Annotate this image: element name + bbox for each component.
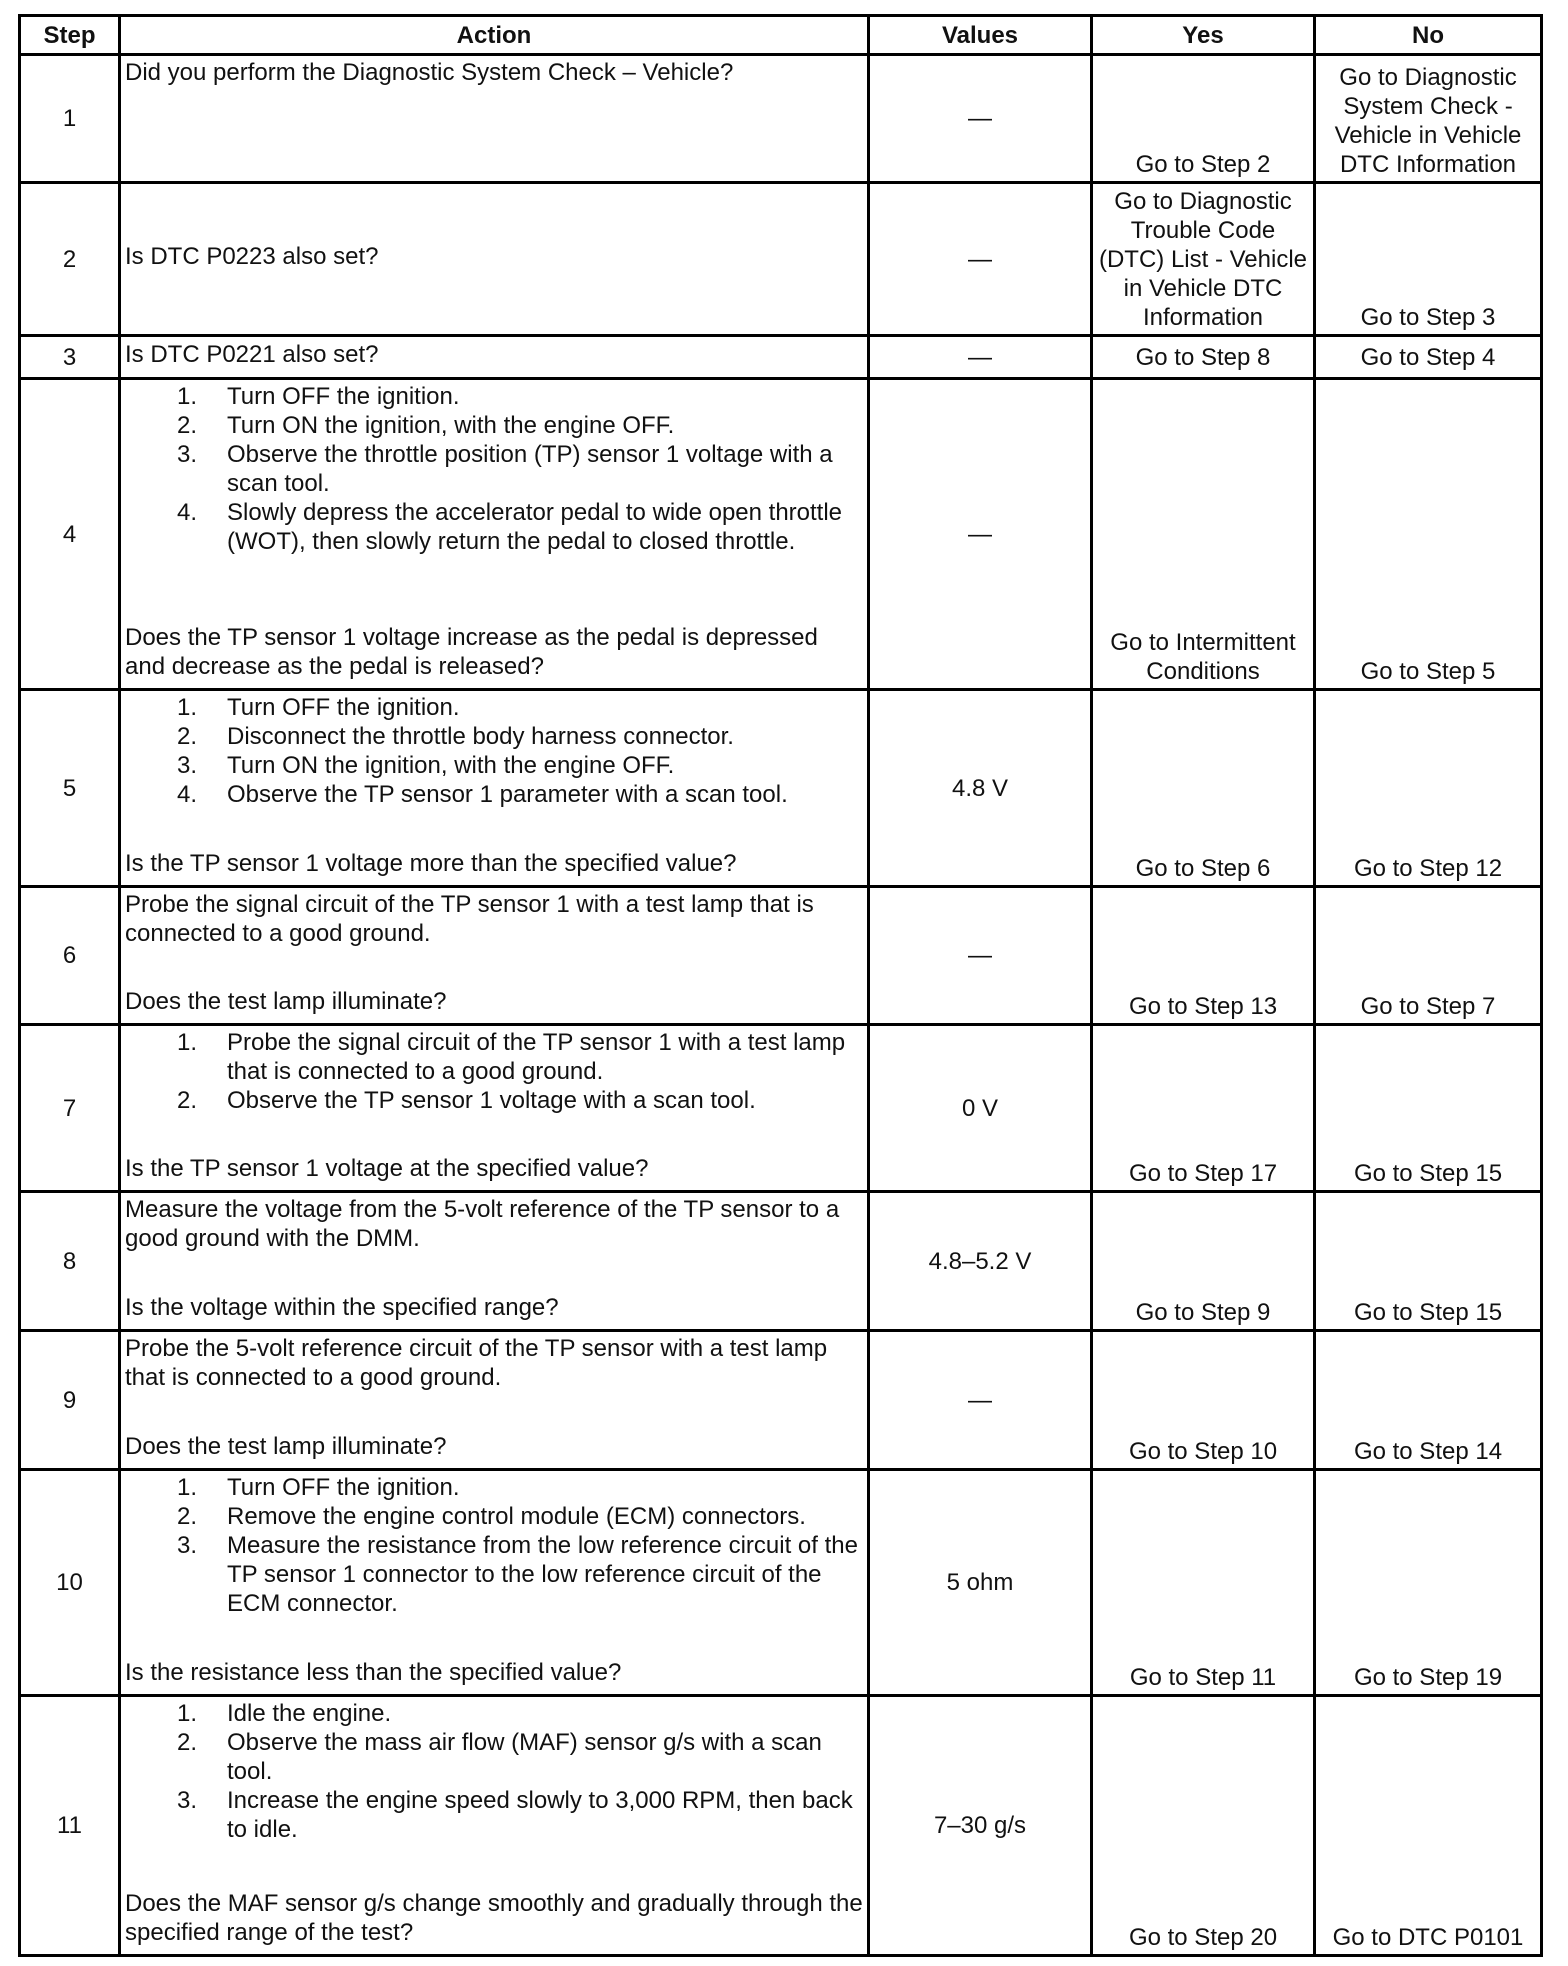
action-step-item (125, 693, 863, 722)
action-cell (120, 1470, 869, 1696)
action-instructions (125, 890, 863, 948)
no-result: Go to Step 7 (1315, 887, 1542, 1025)
table-row (20, 1192, 1542, 1331)
yes-result: Go to Intermittent Conditions (1092, 379, 1315, 690)
action-cell (120, 1696, 869, 1956)
action-instructions (125, 1334, 863, 1392)
action-cell (120, 183, 869, 336)
no-result: Go to Step 19 (1315, 1470, 1542, 1696)
yes-result: Go to Step 10 (1092, 1331, 1315, 1470)
no-result: Go to Step 12 (1315, 690, 1542, 887)
no-result: Go to Step 14 (1315, 1331, 1542, 1470)
action-question: Is the TP sensor 1 voltage at the specified value? (125, 1155, 649, 1182)
action-content (125, 1473, 863, 1687)
action-cell (120, 1025, 869, 1192)
values-cell: — (869, 1331, 1092, 1470)
table-row (20, 1470, 1542, 1696)
step-number: 1 (20, 55, 120, 183)
action-step-item (125, 382, 863, 411)
header-values: Values (869, 16, 1092, 55)
table-row (20, 379, 1542, 690)
action-cell (120, 336, 869, 379)
action-step-number: 3. (177, 1532, 198, 1559)
action-question: Is DTC P0221 also set? (125, 341, 379, 368)
step-number: 4 (20, 379, 120, 690)
header-step: Step (20, 16, 120, 55)
action-step-number: 1. (177, 1474, 198, 1501)
action-step-text: Observe the TP sensor 1 voltage with a scan tool. (227, 1087, 756, 1114)
yes-result: Go to Step 8 (1092, 336, 1315, 379)
action-step-number: 2. (177, 723, 198, 750)
header-action: Action (120, 16, 869, 55)
table-row (20, 1025, 1542, 1192)
action-content (125, 1334, 863, 1461)
action-question: Does the test lamp illuminate? (125, 988, 447, 1015)
action-instructions (125, 58, 863, 87)
yes-result: Go to Step 13 (1092, 887, 1315, 1025)
action-step-text: Turn OFF the ignition. (227, 1474, 460, 1501)
values-cell: 0 V (869, 1025, 1092, 1192)
action-question: Does the TP sensor 1 voltage increase as the pedal is depressed and decrease as the pedal is released? (125, 624, 818, 680)
action-step-text: Observe the TP sensor 1 parameter with a scan tool. (227, 781, 788, 808)
no-result: Go to DTC P0101 (1315, 1696, 1542, 1956)
action-step-number: 3. (177, 1787, 198, 1814)
action-intro-text: Probe the 5-volt reference circuit of the TP sensor with a test lamp that is connected to a good ground. (125, 1335, 828, 1391)
action-content (125, 890, 863, 1016)
table-row (20, 183, 1542, 336)
action-step-item (125, 751, 863, 780)
action-step-number: 4. (177, 781, 198, 808)
action-intro-text: Measure the voltage from the 5-volt reference of the TP sensor to a good ground with the DMM. (125, 1196, 840, 1252)
step-number: 6 (20, 887, 120, 1025)
action-question: Does the test lamp illuminate? (125, 1433, 447, 1460)
action-step-text: Disconnect the throttle body harness connector. (227, 723, 734, 750)
action-step-item (125, 498, 863, 556)
no-result: Go to Step 15 (1315, 1192, 1542, 1331)
values-cell: — (869, 379, 1092, 690)
action-step-list (125, 382, 863, 556)
action-step-list (125, 1028, 863, 1115)
yes-result: Go to Step 17 (1092, 1025, 1315, 1192)
action-step-number: 1. (177, 694, 198, 721)
step-number: 10 (20, 1470, 120, 1696)
action-content (125, 58, 863, 174)
action-cell (120, 1192, 869, 1331)
no-result: Go to Diagnostic System Check - Vehicle in Vehicle DTC Information (1315, 55, 1542, 183)
action-cell (120, 1331, 869, 1470)
yes-result: Go to Step 2 (1092, 55, 1315, 183)
action-content (125, 382, 863, 681)
action-step-text: Remove the engine control module (ECM) connectors. (227, 1503, 806, 1530)
action-step-list (125, 1473, 863, 1618)
yes-result: Go to Step 6 (1092, 690, 1315, 887)
action-content (125, 1028, 863, 1183)
action-content (125, 1699, 863, 1947)
action-step-text: Turn ON the ignition, with the engine OFF. (227, 752, 675, 779)
action-step-list (125, 693, 863, 809)
yes-result: Go to Step 9 (1092, 1192, 1315, 1331)
no-result: Go to Step 15 (1315, 1025, 1542, 1192)
step-number: 8 (20, 1192, 120, 1331)
action-step-text: Turn OFF the ignition. (227, 383, 460, 410)
table-row (20, 887, 1542, 1025)
values-cell: 7–30 g/s (869, 1696, 1092, 1956)
table-row (20, 336, 1542, 379)
action-step-number: 1. (177, 1700, 198, 1727)
values-cell: 4.8 V (869, 690, 1092, 887)
action-cell (120, 690, 869, 887)
action-content (125, 693, 863, 878)
values-cell: 4.8–5.2 V (869, 1192, 1092, 1331)
action-step-number: 1. (177, 383, 198, 410)
yes-result: Go to Step 11 (1092, 1470, 1315, 1696)
table-row (20, 55, 1542, 183)
action-step-item (125, 722, 863, 751)
action-step-number: 1. (177, 1029, 198, 1056)
action-cell (120, 379, 869, 690)
header-row (20, 16, 1542, 55)
action-instructions (125, 1699, 863, 1844)
action-step-text: Slowly depress the accelerator pedal to wide open throttle (WOT), then slowly return the pedal to closed throttle. (227, 499, 843, 555)
step-number: 9 (20, 1331, 120, 1470)
values-cell: — (869, 183, 1092, 336)
action-step-text: Observe the mass air flow (MAF) sensor g/s with a scan tool. (227, 1729, 822, 1785)
action-step-item (125, 1786, 863, 1844)
action-step-item (125, 1531, 863, 1618)
action-step-number: 2. (177, 412, 198, 439)
yes-result: Go to Step 20 (1092, 1696, 1315, 1956)
action-step-item (125, 780, 863, 809)
action-step-text: Turn ON the ignition, with the engine OFF. (227, 412, 675, 439)
header-no: No (1315, 16, 1542, 55)
no-result: Go to Step 3 (1315, 183, 1542, 336)
action-instructions (125, 1028, 863, 1115)
action-cell (120, 55, 869, 183)
action-step-list (125, 1699, 863, 1844)
table-row (20, 1331, 1542, 1470)
step-number: 7 (20, 1025, 120, 1192)
values-cell: — (869, 887, 1092, 1025)
table-body (20, 55, 1542, 1956)
action-intro-text: Probe the signal circuit of the TP sensor 1 with a test lamp that is connected to a good ground. (125, 891, 814, 947)
action-step-number: 4. (177, 499, 198, 526)
action-cell (120, 887, 869, 1025)
action-step-item (125, 1086, 863, 1115)
table-row (20, 1696, 1542, 1956)
diagnostic-table (18, 14, 1543, 1957)
step-number: 2 (20, 183, 120, 336)
action-step-item (125, 1473, 863, 1502)
action-instructions (125, 693, 863, 809)
values-cell: 5 ohm (869, 1470, 1092, 1696)
action-content (125, 339, 863, 370)
action-step-item (125, 1028, 863, 1086)
values-cell: — (869, 55, 1092, 183)
action-step-number: 3. (177, 441, 198, 468)
action-intro-text: Did you perform the Diagnostic System Check – Vehicle? (125, 59, 734, 86)
action-step-item (125, 411, 863, 440)
action-instructions (125, 1473, 863, 1618)
action-question: Does the MAF sensor g/s change smoothly and gradually through the specified range of the test? (125, 1890, 863, 1946)
action-step-text: Observe the throttle position (TP) sensor 1 voltage with a scan tool. (227, 441, 833, 497)
action-step-number: 2. (177, 1503, 198, 1530)
action-step-text: Increase the engine speed slowly to 3,000 RPM, then back to idle. (227, 1787, 853, 1843)
action-step-item (125, 1728, 863, 1786)
table-row (20, 690, 1542, 887)
no-result: Go to Step 5 (1315, 379, 1542, 690)
step-number: 3 (20, 336, 120, 379)
action-question: Is the resistance less than the specified value? (125, 1659, 622, 1686)
action-step-item (125, 440, 863, 498)
action-step-text: Idle the engine. (227, 1700, 392, 1727)
step-number: 11 (20, 1696, 120, 1956)
action-instructions (125, 382, 863, 556)
action-content (125, 186, 863, 327)
action-step-text: Probe the signal circuit of the TP sensor 1 with a test lamp that is connected to a good ground. (227, 1029, 846, 1085)
action-step-item (125, 1502, 863, 1531)
step-number: 5 (20, 690, 120, 887)
header-yes: Yes (1092, 16, 1315, 55)
action-step-item (125, 1699, 863, 1728)
action-question: Is the TP sensor 1 voltage more than the specified value? (125, 850, 737, 877)
yes-result: Go to Diagnostic Trouble Code (DTC) List - Vehicle in Vehicle DTC Information (1092, 183, 1315, 336)
action-step-text: Turn OFF the ignition. (227, 694, 460, 721)
action-step-text: Measure the resistance from the low reference circuit of the TP sensor 1 connector to the low reference circuit of the ECM connector. (227, 1532, 858, 1617)
action-content (125, 1195, 863, 1322)
action-instructions (125, 1195, 863, 1253)
no-result: Go to Step 4 (1315, 336, 1542, 379)
action-question: Is DTC P0223 also set? (125, 243, 379, 270)
values-cell: — (869, 336, 1092, 379)
action-question: Is the voltage within the specified range? (125, 1294, 559, 1321)
action-step-number: 2. (177, 1729, 198, 1756)
action-step-number: 2. (177, 1087, 198, 1114)
action-step-number: 3. (177, 752, 198, 779)
